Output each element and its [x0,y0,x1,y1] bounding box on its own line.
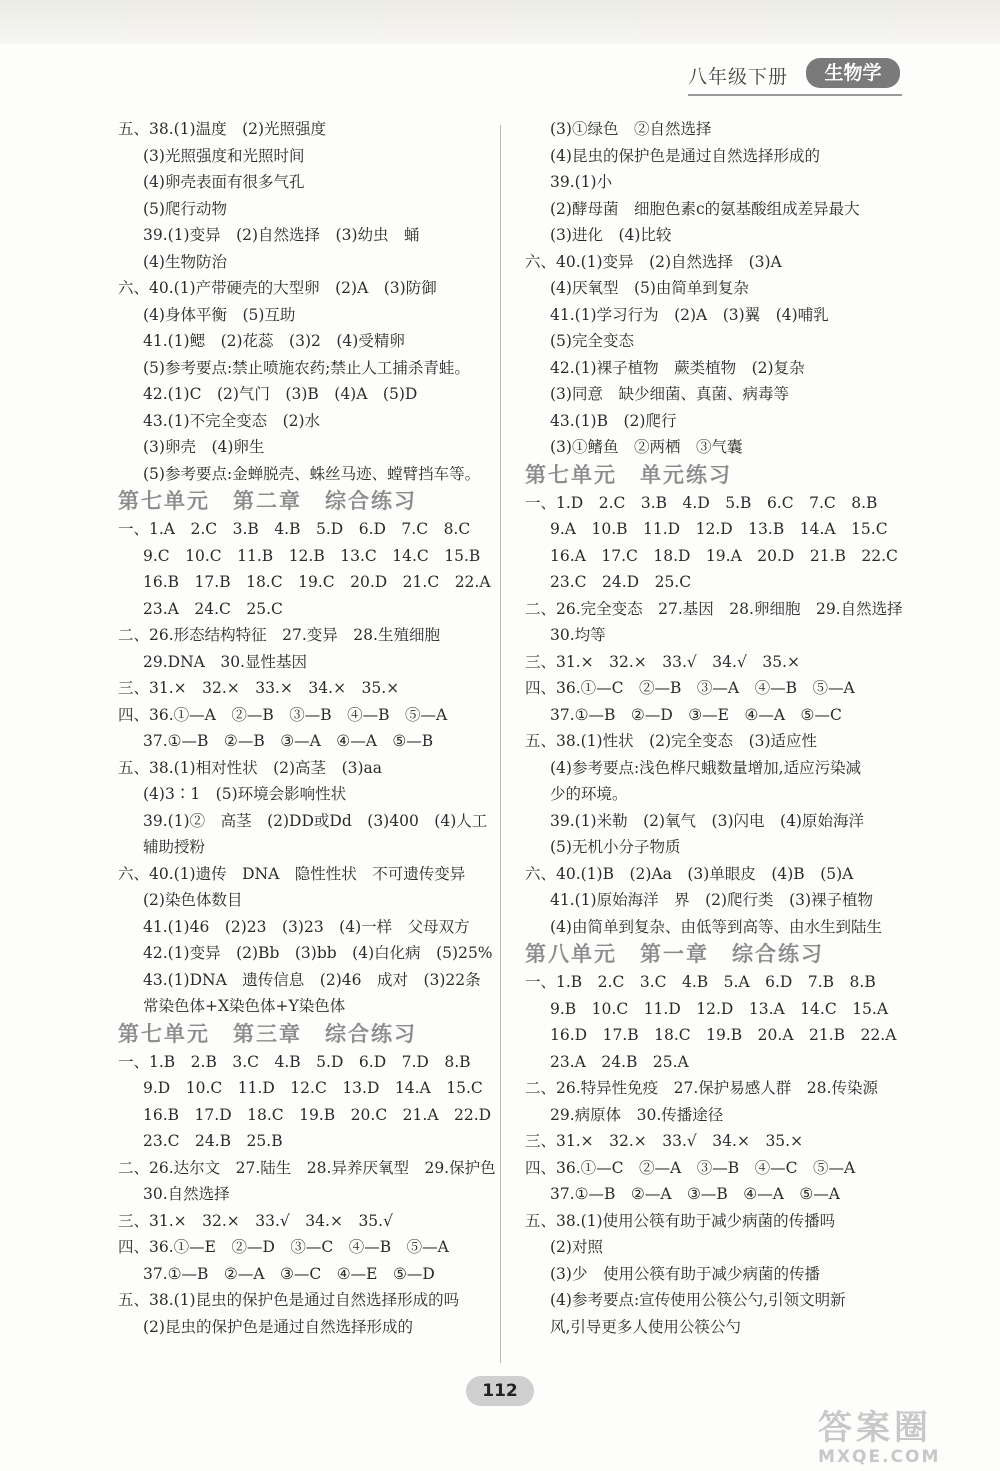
answer-line: (3)光照强度和光照时间 [143,146,305,165]
answer-line: 39.(1)小 [550,173,613,191]
answer-line: 四、36.①—E ②—D ③—C ④—B ⑤—A [118,1238,449,1256]
answer-line: 三、31.× 32.× 33.√ 34.× 35.× [525,1132,804,1150]
answer-line: (2)对照 [550,1238,603,1256]
answer-line: 41.(1)鳃 (2)花蕊 (3)2 (4)受精卵 [143,332,405,350]
answer-line: (4)参考要点:浅色桦尺蛾数量增加,适应污染减 [550,758,862,777]
answer-line: 23.C 24.D 25.C [550,573,692,591]
answer-line: 五、38.(1)温度 (2)光照强度 [118,120,327,138]
answer-line: 37.①—B ②—D ③—E ④—A ⑤—C [550,705,842,724]
answer-line: 16.B 17.B 18.C 19.C 20.D 21.C 22.A [143,573,491,591]
answer-line: (4)3∶1 (5)环境会影响性状 [143,785,347,803]
answer-line: 一、1.D 2.C 3.B 4.D 5.B 6.C 7.C 8.B [525,493,878,512]
answer-line: 30.自然选择 [143,1185,230,1203]
answer-line: 23.C 24.B 25.B [143,1132,283,1150]
answer-line: (5)完全变态 [550,332,634,350]
answer-line: 二、26.形态结构特征 27.变异 28.生殖细胞 [118,626,440,644]
answer-line: 五、38.(1)昆虫的保护色是通过自然选择形成的吗 [118,1291,460,1309]
header-subject-badge: 生物学 [806,58,900,88]
answer-line: 43.(1)B (2)爬行 [550,411,677,430]
answer-line: (2)昆虫的保护色是通过自然选择形成的 [143,1317,413,1336]
answer-line: 常染色体+X染色体+Y染色体 [143,997,346,1015]
answer-line: (4)卵壳表面有很多气孔 [143,173,305,191]
answer-line: 9.B 10.C 11.D 12.D 13.A 14.C 15.A [550,999,889,1018]
right-answer-column [525,116,915,1340]
answer-line: 少的环境。 [550,785,628,803]
watermark-url: MXQE.COM [818,1447,941,1467]
answer-line: 六、40.(1)变异 (2)自然选择 (3)A [525,252,782,271]
watermark-main: 答案圈 [818,1408,932,1448]
answer-line: 41.(1)学习行为 (2)A (3)翼 (4)哺乳 [550,305,829,324]
answer-line: 37.①—B ②—B ③—A ④—A ⑤—B [143,732,434,750]
answer-line: (4)昆虫的保护色是通过自然选择形成的 [550,146,820,165]
answer-line: 六、40.(1)产带硬壳的大型卵 (2)A (3)防御 [118,279,437,297]
answer-line: 29.DNA 30.显性基因 [143,652,307,671]
answer-line: (4)参考要点:宣传使用公筷公勺,引领文明新 [550,1291,846,1309]
answer-line: 16.D 17.B 18.C 19.B 20.A 21.B 22.A [550,1026,897,1044]
answer-line: (2)染色体数目 [143,891,243,909]
answer-line: 四、36.①—A ②—B ③—B ④—B ⑤—A [118,705,448,724]
answer-line: 30.均等 [550,626,606,644]
answer-line: 辅助授粉 [143,838,206,856]
answer-line: 29.病原体 30.传播途径 [550,1105,724,1124]
answer-line: (3)同意 缺少细菌、真菌、病毒等 [550,385,789,403]
answer-line: 42.(1)变异 (2)Bb (3)bb (4)白化病 (5)25% [143,944,493,962]
page-number: 112 [466,1376,534,1406]
section-heading: 第七单元 第三章 综合练习 [118,1021,417,1046]
answer-line: 四、36.①—C ②—B ③—A ④—B ⑤—A [525,679,855,697]
answer-line: 三、31.× 32.× 33.√ 34.√ 35.× [525,652,800,671]
section-heading: 第八单元 第一章 综合练习 [525,942,824,966]
answer-line: 二、26.特异性免疫 27.保护易感人群 28.传染源 [525,1079,878,1097]
header-rule [688,94,902,96]
answer-line: 23.A 24.C 25.C [143,599,283,618]
answer-line: 43.(1)不完全变态 (2)水 [143,411,321,430]
answer-line: (4)由简单到复杂、由低等到高等、由水生到陆生 [550,917,882,936]
answer-line: 23.A 24.B 25.A [550,1052,689,1071]
answer-line: (5)参考要点:金蝉脱壳、蛛丝马迹、螳臂挡车等。 [143,464,481,483]
answer-line: 二、26.完全变态 27.基因 28.卵细胞 29.自然选择 [525,599,903,618]
answer-line: (5)爬行动物 [143,199,227,218]
answer-line: (3)卵壳 (4)卵生 [143,438,265,456]
answer-line: (5)无机小分子物质 [550,838,681,856]
answer-line: 39.(1)变异 (2)自然选择 (3)幼虫 蛹 [143,226,420,244]
answer-line: 三、31.× 32.× 33.× 34.× 35.× [118,679,400,697]
header-grade: 八年级下册 [688,66,789,88]
column-divider [500,125,501,1363]
answer-line: 一、1.B 2.B 3.C 4.B 5.D 6.D 7.D 8.B [118,1052,471,1071]
answer-line: (3)进化 (4)比较 [550,226,672,244]
answer-line: 37.①—B ②—A ③—C ④—E ⑤—D [143,1264,435,1283]
answer-line: 9.D 10.C 11.D 12.C 13.D 14.A 15.C [143,1079,483,1097]
answer-line: 一、1.A 2.C 3.B 4.B 5.D 6.D 7.C 8.C [118,520,471,538]
answer-line: (3)少 使用公筷有助于减少病菌的传播 [550,1264,820,1283]
answer-line: 六、40.(1)遗传 DNA 隐性性状 不可遗传变异 [118,864,466,883]
answer-line: 六、40.(1)B (2)Aa (3)单眼皮 (4)B (5)A [525,864,854,883]
answer-line: 五、38.(1)使用公筷有助于减少病菌的传播吗 [525,1211,836,1230]
answer-line: (4)厌氧型 (5)由简单到复杂 [550,279,749,297]
answer-line: (3)①鳍鱼 ②两栖 ③气囊 [550,438,743,456]
watermark-logo [818,1400,990,1470]
answer-line: 41.(1)46 (2)23 (3)23 (4)一样 父母双方 [143,917,470,936]
answer-line: 43.(1)DNA 遗传信息 (2)46 成对 (3)22条 [143,970,481,989]
answer-line: (4)身体平衡 (5)互助 [143,305,296,324]
section-heading: 第七单元 第二章 综合练习 [118,489,417,513]
answer-line: (4)生物防治 [143,252,227,271]
answer-line: 一、1.B 2.C 3.C 4.B 5.A 6.D 7.B 8.B [525,973,876,991]
section-heading: 第七单元 单元练习 [525,462,732,487]
answer-line: 9.A 10.B 11.D 12.D 13.B 14.A 15.C [550,520,888,538]
answer-line: 39.(1)米勒 (2)氧气 (3)闪电 (4)原始海洋 [550,811,864,830]
answer-line: 五、38.(1)相对性状 (2)高茎 (3)aa [118,758,383,777]
top-scan-band [0,0,1000,44]
answer-line: (3)①绿色 ②自然选择 [550,120,712,138]
left-answer-column [118,116,508,1340]
answer-line: 9.C 10.C 11.B 12.B 13.C 14.C 15.B [143,546,481,565]
answer-line: 41.(1)原始海洋 界 (2)爬行类 (3)裸子植物 [550,891,874,909]
answer-line: 风,引导更多人使用公筷公勺 [550,1317,741,1336]
answer-line: 16.B 17.D 18.C 19.B 20.C 21.A 22.D [143,1105,492,1124]
answer-line: 二、26.达尔文 27.陆生 28.异养厌氧型 29.保护色 [118,1158,496,1177]
answer-line: 16.A 17.C 18.D 19.A 20.D 21.B 22.C [550,546,898,565]
answer-line: 五、38.(1)性状 (2)完全变态 (3)适应性 [525,732,818,750]
answer-line: 42.(1)裸子植物 蕨类植物 (2)复杂 [550,358,805,377]
answer-line: 42.(1)C (2)气门 (3)B (4)A (5)D [143,385,418,403]
answer-line: (5)参考要点:禁止喷施农药;禁止人工捕杀青蛙。 [143,358,470,377]
answer-line: 39.(1)② 高茎 (2)DD或Dd (3)400 (4)人工 [143,811,488,830]
answer-line: 四、36.①—C ②—A ③—B ④—C ⑤—A [525,1158,856,1177]
answer-line: 37.①—B ②—A ③—B ④—A ⑤—A [550,1185,840,1203]
answer-line: 三、31.× 32.× 33.√ 34.× 35.√ [118,1211,393,1230]
answer-line: (2)酵母菌 细胞色素c的氨基酸组成差异最大 [550,199,860,218]
